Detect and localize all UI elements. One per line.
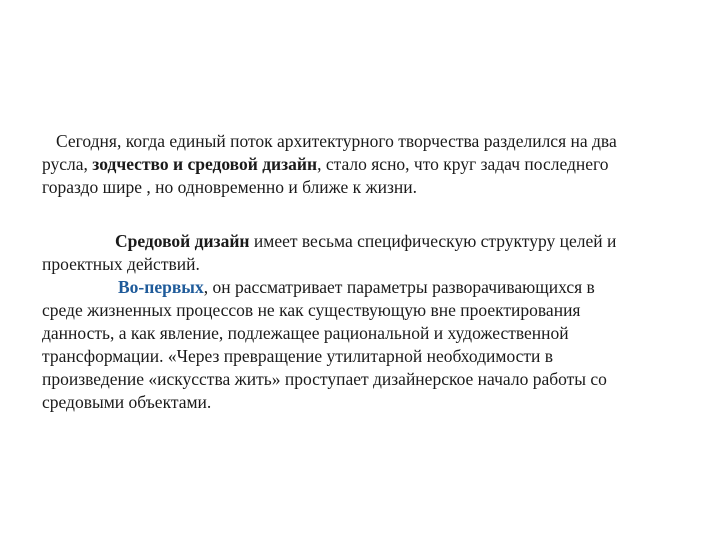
intro-line-2-prefix: русла, — [42, 154, 93, 174]
paragraph-intro-line-2 — [42, 153, 682, 176]
intro-line-1-text: Сегодня, когда единый поток архитектурного творчества разделился на два — [56, 131, 617, 151]
paragraph-design-line-1 — [42, 230, 682, 253]
paragraph-design-line-7 — [42, 368, 682, 391]
design-term-heading: Средовой дизайн — [115, 231, 250, 251]
design-line-3-suffix: , он рассматривает параметры разворачивающихся в — [203, 277, 595, 297]
intro-line-2-suffix: , стало ясно, что круг задач последнего — [317, 154, 609, 174]
design-line-1-suffix: имеет весьма специфическую структуру целей и — [249, 231, 617, 251]
paragraph-design — [42, 230, 682, 414]
paragraph-design-line-8 — [42, 391, 682, 414]
paragraph-design-line-4 — [42, 299, 682, 322]
paragraph-intro — [42, 130, 682, 199]
design-line-6-text: трансформации. «Через превращение утилитарной необходимости в — [42, 346, 554, 366]
paragraph-intro-line-3 — [42, 176, 682, 199]
paragraph-design-line-3 — [42, 276, 682, 299]
design-line-5-text: данность, а как явление, подлежащее рациональной и художественной — [42, 323, 569, 343]
design-line-8-text: средовыми объектами. — [42, 392, 212, 412]
paragraph-design-line-2 — [42, 253, 682, 276]
first-point-marker: Во-первых — [118, 277, 204, 297]
paragraph-design-line-5 — [42, 322, 682, 345]
intro-emphasis-terms: зодчество и средовой дизайн — [92, 154, 318, 174]
design-line-2-text: проектных действий. — [42, 254, 200, 274]
design-line-7-text: произведение «искусства жить» проступает дизайнерское начало работы со — [42, 369, 607, 389]
intro-line-3-text: гораздо шире , но одновременно и ближе к жизни. — [42, 177, 418, 197]
design-line-4-text: среде жизненных процессов не как существующую вне проектирования — [42, 300, 581, 320]
paragraph-intro-line-1 — [42, 130, 682, 153]
paragraph-design-line-6 — [42, 345, 682, 368]
